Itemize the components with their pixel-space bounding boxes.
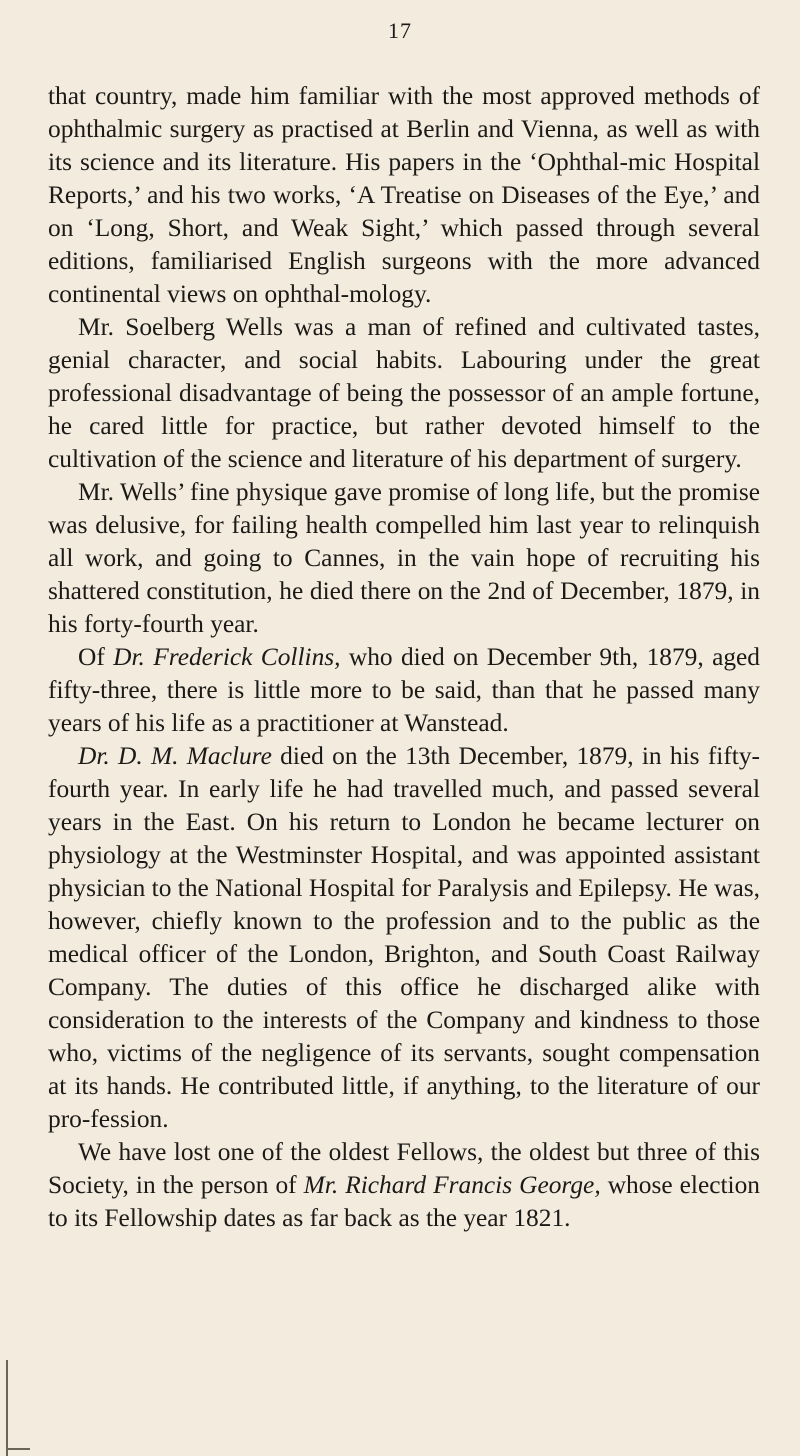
paragraph-text: that country, made him familiar with the most approved methods of ophthalmic surgery as practised at Berlin and Vienna, as well as with its science and its literature. His papers in the ‘Ophthal-mic Hospital Reports,’ and his two works, ‘A Treatise on Diseases of the Eye,’ and on ‘Long, Short, and Weak Sight,’ which passed through several editions, familiarised English surgeons with the more advanced continental views on ophthal-mology. (48, 82, 760, 308)
paragraph-text: whose election to its Fellowship dates as far back as the year 1821. (48, 1171, 760, 1232)
paragraph-soelberg-wells (48, 311, 760, 476)
person-name: Dr. Frederick Collins, (113, 643, 341, 671)
person-name: Mr. Richard Francis George, (303, 1171, 601, 1199)
paragraph-george (48, 1136, 760, 1235)
paragraph-collins (48, 641, 760, 740)
paragraph-text: Mr. Wells’ fine physique gave promise of long life, but the promise was delusive, for failing health compelled him last year to relinquish all work, and going to Cannes, in the vain hope of recruiting his shattered constitution, he died there on the 2nd of December, 1879, in his forty-fourth year. (48, 478, 760, 638)
paragraph-continuation (48, 80, 760, 311)
page-edge-tick (6, 1448, 30, 1450)
paragraph-text: died on the 13th December, 1879, in his fifty-fourth year. In early life he had travelled much, and passed several years in the East. On his return to London he became lecturer on physiology at the Westminster Hospital, and was appointed assistant physician to the National Hospital for Paralysis and Epilepsy. He was, however, chiefly known to the profession and to the public as the medical officer of the London, Brighton, and South Coast Railway Company. The duties of this office he discharged alike with consideration to the interests of the Company and kindness to those who, victims of the negligence of its servants, sought compensation at its hands. He contributed little, if anything, to the literature of our pro-fession. (48, 742, 760, 1133)
paragraph-text: We have lost one of the oldest Fellows, the oldest but three of this Society, in the person of (48, 1138, 760, 1199)
person-name: Dr. D. M. Maclure (78, 742, 272, 770)
paragraph-text: Of (78, 643, 114, 671)
paragraph-maclure (48, 740, 760, 1136)
body-text (48, 80, 760, 1235)
page-number: 17 (388, 18, 412, 43)
page-edge-mark (6, 1360, 8, 1456)
paragraph-text: who died on December 9th, 1879, aged fifty-three, there is little more to be said, than that he passed many years of his life as a practitioner at Wanstead. (48, 643, 760, 737)
paragraph-text: Mr. Soelberg Wells was a man of refined and cultivated tastes, genial character, and social habits. Labouring under the great professional disadvantage of being the possessor of an ample fortune, he cared little for practice, but rather devoted himself to the cultivation of the science and literature of his department of surgery. (48, 313, 760, 473)
paragraph-wells-death (48, 476, 760, 641)
